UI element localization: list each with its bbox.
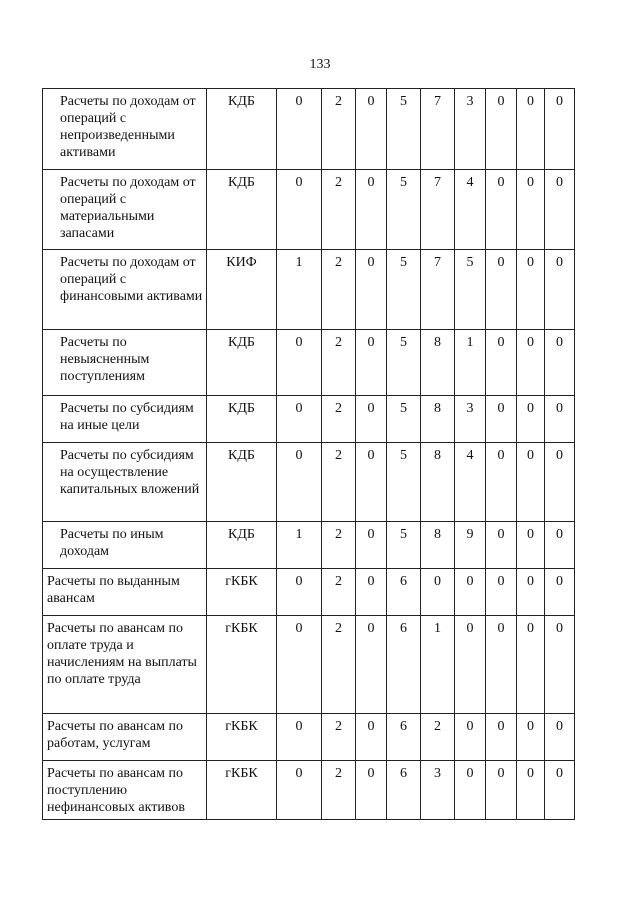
digit-cell: 0 bbox=[455, 569, 486, 616]
digit-cell: 0 bbox=[545, 569, 575, 616]
digit-cell: 0 bbox=[277, 761, 322, 820]
digit-cell: 6 bbox=[387, 714, 421, 761]
code-type-cell: КДБ bbox=[207, 330, 277, 396]
digit-cell: 6 bbox=[387, 569, 421, 616]
table-row bbox=[43, 569, 575, 616]
account-name-cell: Расчеты по субсидиям на иные цели bbox=[43, 396, 207, 443]
digit-cell: 7 bbox=[421, 170, 455, 250]
digit-cell: 3 bbox=[455, 396, 486, 443]
account-name-cell: Расчеты по доходам от операций с непроизведенными активами bbox=[43, 89, 207, 170]
digit-cell: 2 bbox=[421, 714, 455, 761]
digit-cell: 0 bbox=[517, 330, 545, 396]
digit-cell: 2 bbox=[322, 616, 356, 714]
digit-cell: 0 bbox=[517, 522, 545, 569]
digit-cell: 0 bbox=[356, 89, 387, 170]
digit-cell: 5 bbox=[387, 330, 421, 396]
digit-cell: 0 bbox=[277, 170, 322, 250]
digit-cell: 2 bbox=[322, 170, 356, 250]
digit-cell: 0 bbox=[356, 330, 387, 396]
digit-cell: 0 bbox=[545, 396, 575, 443]
digit-cell: 8 bbox=[421, 522, 455, 569]
digit-cell: 0 bbox=[356, 714, 387, 761]
code-type-cell: КДБ bbox=[207, 522, 277, 569]
digit-cell: 0 bbox=[517, 761, 545, 820]
digit-cell: 0 bbox=[545, 89, 575, 170]
digit-cell: 1 bbox=[421, 616, 455, 714]
digit-cell: 1 bbox=[277, 522, 322, 569]
digit-cell: 1 bbox=[455, 330, 486, 396]
account-name-cell: Расчеты по выданным авансам bbox=[43, 569, 207, 616]
digit-cell: 2 bbox=[322, 714, 356, 761]
digit-cell: 5 bbox=[387, 170, 421, 250]
digit-cell: 0 bbox=[486, 89, 517, 170]
digit-cell: 0 bbox=[545, 761, 575, 820]
digit-cell: 0 bbox=[517, 714, 545, 761]
digit-cell: 0 bbox=[517, 170, 545, 250]
code-type-cell: гКБК bbox=[207, 569, 277, 616]
digit-cell: 5 bbox=[387, 443, 421, 522]
code-type-cell: гКБК bbox=[207, 616, 277, 714]
digit-cell: 4 bbox=[455, 170, 486, 250]
digit-cell: 5 bbox=[387, 522, 421, 569]
digit-cell: 0 bbox=[486, 522, 517, 569]
digit-cell: 2 bbox=[322, 89, 356, 170]
table-row bbox=[43, 443, 575, 522]
digit-cell: 2 bbox=[322, 522, 356, 569]
digit-cell: 4 bbox=[455, 443, 486, 522]
digit-cell: 0 bbox=[277, 89, 322, 170]
digit-cell: 3 bbox=[421, 761, 455, 820]
digit-cell: 5 bbox=[387, 250, 421, 330]
code-type-cell: КИФ bbox=[207, 250, 277, 330]
digit-cell: 0 bbox=[455, 714, 486, 761]
digit-cell: 0 bbox=[486, 443, 517, 522]
digit-cell: 0 bbox=[486, 761, 517, 820]
code-type-cell: гКБК bbox=[207, 714, 277, 761]
table-row bbox=[43, 616, 575, 714]
digit-cell: 0 bbox=[356, 396, 387, 443]
digit-cell: 0 bbox=[356, 522, 387, 569]
digit-cell: 0 bbox=[455, 761, 486, 820]
digit-cell: 0 bbox=[277, 714, 322, 761]
digit-cell: 1 bbox=[277, 250, 322, 330]
table-row bbox=[43, 714, 575, 761]
account-name-cell: Расчеты по субсидиям на осуществление капитальных вложений bbox=[43, 443, 207, 522]
digit-cell: 6 bbox=[387, 761, 421, 820]
digit-cell: 5 bbox=[387, 396, 421, 443]
digit-cell: 0 bbox=[277, 616, 322, 714]
digit-cell: 2 bbox=[322, 569, 356, 616]
digit-cell: 0 bbox=[356, 761, 387, 820]
page-number: 133 bbox=[309, 57, 331, 72]
digit-cell: 0 bbox=[517, 396, 545, 443]
digit-cell: 0 bbox=[277, 569, 322, 616]
account-codes-table bbox=[42, 88, 575, 820]
digit-cell: 7 bbox=[421, 250, 455, 330]
digit-cell: 5 bbox=[387, 89, 421, 170]
digit-cell: 0 bbox=[486, 250, 517, 330]
digit-cell: 0 bbox=[455, 616, 486, 714]
digit-cell: 2 bbox=[322, 250, 356, 330]
table-row bbox=[43, 330, 575, 396]
digit-cell: 6 bbox=[387, 616, 421, 714]
digit-cell: 0 bbox=[486, 170, 517, 250]
table-row bbox=[43, 170, 575, 250]
account-name-cell: Расчеты по иным доходам bbox=[43, 522, 207, 569]
digit-cell: 0 bbox=[356, 616, 387, 714]
digit-cell: 0 bbox=[486, 616, 517, 714]
code-type-cell: гКБК bbox=[207, 761, 277, 820]
digit-cell: 0 bbox=[277, 396, 322, 443]
digit-cell: 0 bbox=[277, 330, 322, 396]
code-type-cell: КДБ bbox=[207, 170, 277, 250]
digit-cell: 0 bbox=[545, 522, 575, 569]
account-name-cell: Расчеты по невыясненным поступлениям bbox=[43, 330, 207, 396]
digit-cell: 5 bbox=[455, 250, 486, 330]
digit-cell: 2 bbox=[322, 396, 356, 443]
table-row bbox=[43, 250, 575, 330]
account-name-cell: Расчеты по доходам от операций с финансовыми активами bbox=[43, 250, 207, 330]
digit-cell: 0 bbox=[545, 714, 575, 761]
table-row bbox=[43, 396, 575, 443]
code-type-cell: КДБ bbox=[207, 396, 277, 443]
digit-cell: 0 bbox=[517, 443, 545, 522]
digit-cell: 9 bbox=[455, 522, 486, 569]
digit-cell: 0 bbox=[356, 443, 387, 522]
digit-cell: 2 bbox=[322, 330, 356, 396]
digit-cell: 0 bbox=[545, 250, 575, 330]
table-row bbox=[43, 89, 575, 170]
digit-cell: 0 bbox=[545, 330, 575, 396]
digit-cell: 0 bbox=[486, 396, 517, 443]
digit-cell: 0 bbox=[356, 170, 387, 250]
account-name-cell: Расчеты по авансам по оплате труда и начислениям на выплаты по оплате труда bbox=[43, 616, 207, 714]
table-row bbox=[43, 522, 575, 569]
digit-cell: 2 bbox=[322, 761, 356, 820]
digit-cell: 0 bbox=[356, 250, 387, 330]
digit-cell: 0 bbox=[517, 89, 545, 170]
digit-cell: 0 bbox=[545, 170, 575, 250]
table-row bbox=[43, 761, 575, 820]
digit-cell: 0 bbox=[356, 569, 387, 616]
digit-cell: 8 bbox=[421, 396, 455, 443]
digit-cell: 0 bbox=[486, 569, 517, 616]
account-name-cell: Расчеты по авансам по поступлению нефинансовых активов bbox=[43, 761, 207, 820]
digit-cell: 8 bbox=[421, 443, 455, 522]
digit-cell: 3 bbox=[455, 89, 486, 170]
digit-cell: 0 bbox=[277, 443, 322, 522]
digit-cell: 0 bbox=[517, 250, 545, 330]
digit-cell: 0 bbox=[486, 714, 517, 761]
digit-cell: 0 bbox=[517, 616, 545, 714]
account-name-cell: Расчеты по доходам от операций с материальными запасами bbox=[43, 170, 207, 250]
digit-cell: 0 bbox=[545, 443, 575, 522]
digit-cell: 2 bbox=[322, 443, 356, 522]
digit-cell: 0 bbox=[421, 569, 455, 616]
code-type-cell: КДБ bbox=[207, 89, 277, 170]
digit-cell: 7 bbox=[421, 89, 455, 170]
digit-cell: 0 bbox=[517, 569, 545, 616]
code-type-cell: КДБ bbox=[207, 443, 277, 522]
account-name-cell: Расчеты по авансам по работам, услугам bbox=[43, 714, 207, 761]
digit-cell: 0 bbox=[545, 616, 575, 714]
digit-cell: 0 bbox=[486, 330, 517, 396]
digit-cell: 8 bbox=[421, 330, 455, 396]
